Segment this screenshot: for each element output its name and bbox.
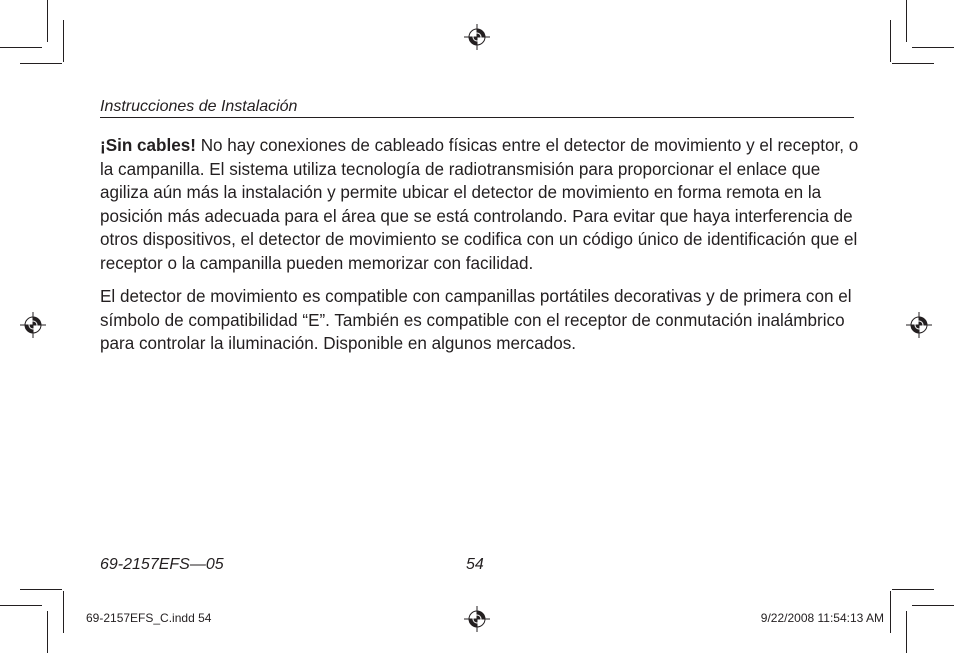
registration-target-icon [464,24,490,50]
crop-mark [912,605,954,606]
page-number: 54 [466,556,484,573]
crop-mark [906,611,907,653]
crop-mark [47,0,48,42]
crop-mark [0,47,42,48]
registration-target-icon [20,312,46,338]
paragraph-text: No hay conexiones de cableado físicas entre el detector de movimiento y el receptor, o la campanilla. El sistema utiliza tecnología de radiotransmisión para proporcionar el enlace que agiliza aún más la instalación y permite ubicar el detector de movimiento en forma remota en la posición más adecuada para el área que se está controlando. Para evitar que haya interferencia de otros dispositivos, el detector de movimiento se codifica con un código único de identificación que el receptor o la campanilla pueden memorizar con facilidad. [100,136,859,273]
crop-mark [63,591,64,633]
crop-mark [0,605,42,606]
slug-datetime: 9/22/2008 11:54:13 AM [760,611,884,625]
registration-target-icon [906,312,932,338]
document-number: 69-2157EFS—05 [100,556,224,573]
body-text [100,134,860,366]
paragraph-wireless [100,134,860,275]
crop-mark [63,20,64,62]
crop-mark [20,589,62,590]
crop-mark [890,20,891,62]
crop-mark [892,63,934,64]
crop-mark [20,63,62,64]
paragraph-lead: ¡Sin cables! [100,136,196,155]
slug-file-name: 69-2157EFS_C.indd 54 [86,611,212,625]
crop-mark [906,0,907,42]
running-header: Instrucciones de Instalación [100,97,854,118]
registration-target-icon [464,606,490,632]
crop-mark [47,611,48,653]
crop-mark [890,591,891,633]
paragraph-compatibility: El detector de movimiento es compatible con campanillas portátiles decorativas y de primera con el símbolo de compatibilidad “E”. También es compatible con el receptor de conmutación inalámbrico para controlar la iluminación. Disponible en algunos mercados. [100,287,852,353]
crop-mark [892,589,934,590]
crop-mark [912,47,954,48]
